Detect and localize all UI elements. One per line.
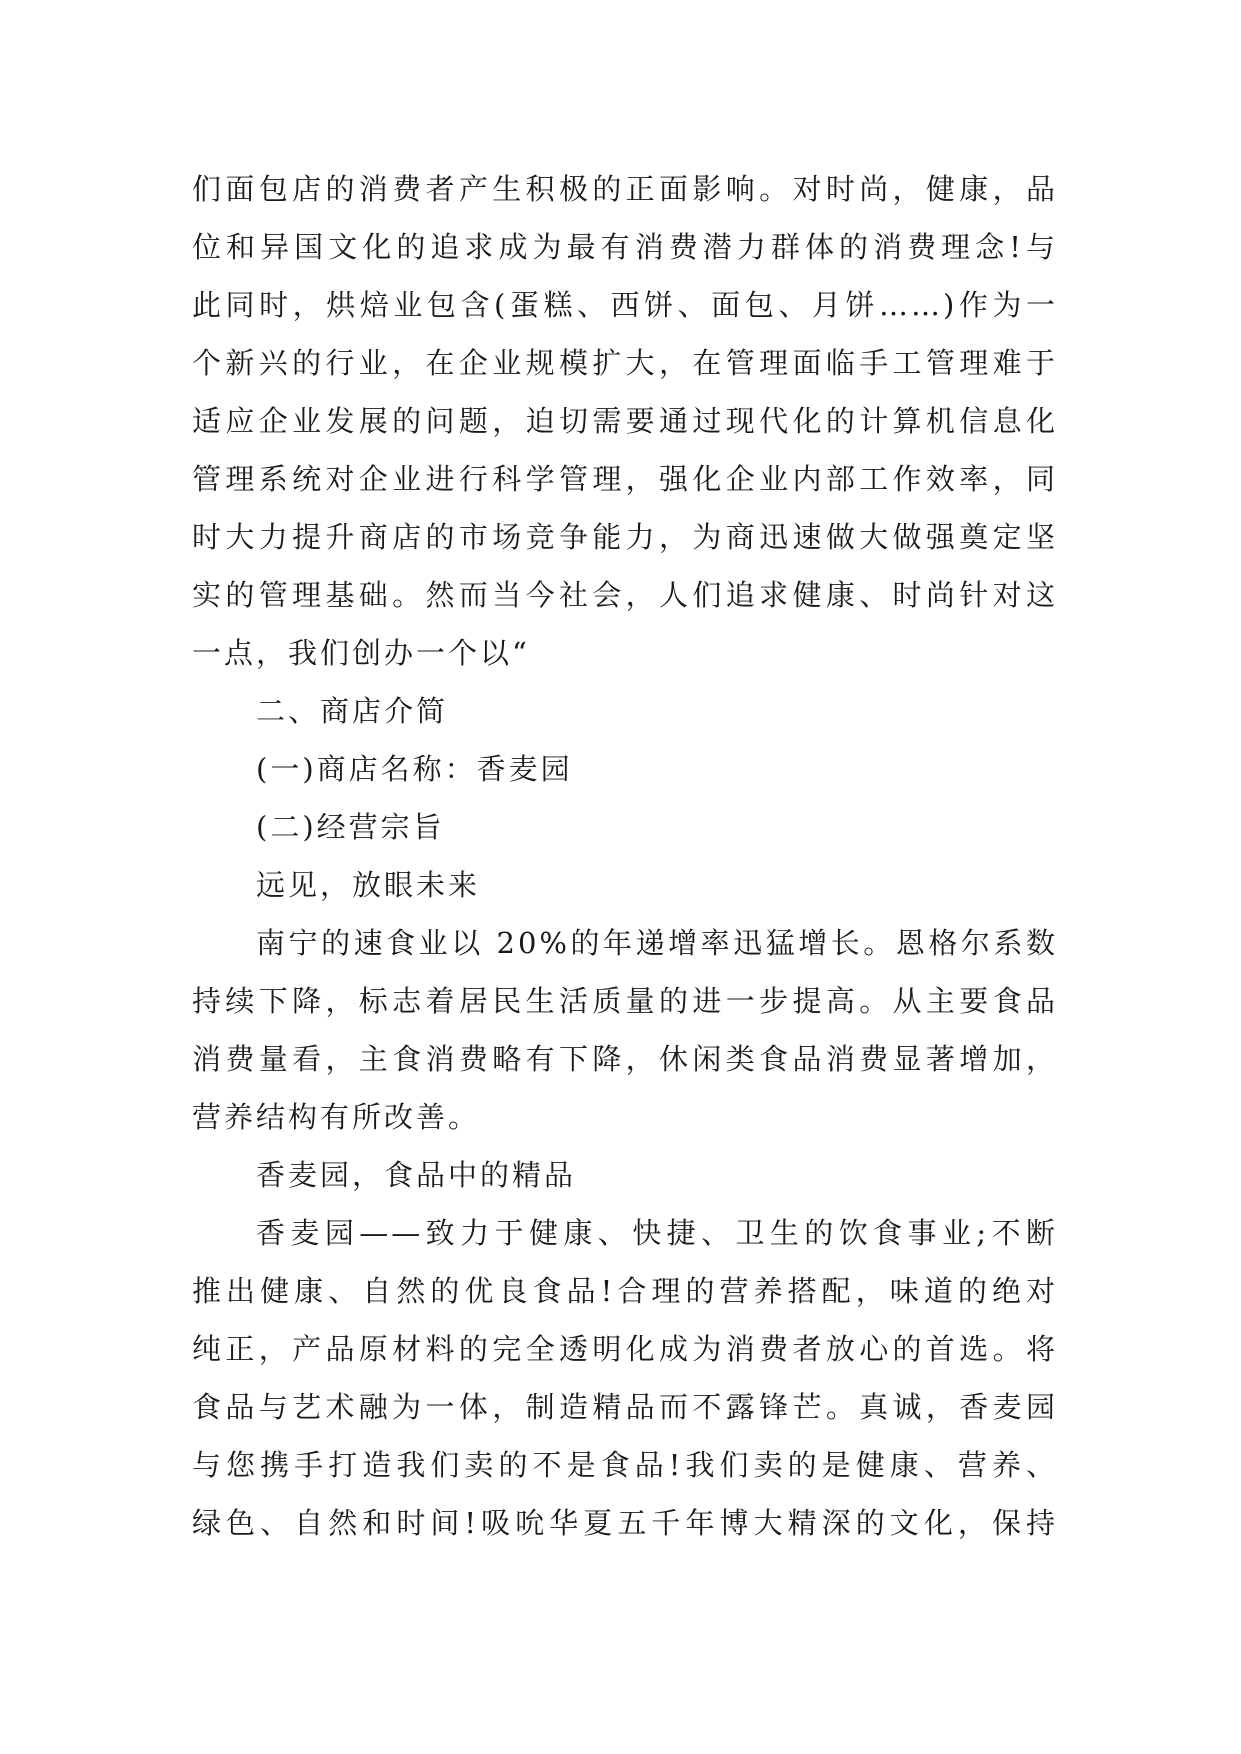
body-line: 个新兴的行业，在企业规模扩大，在管理面临手工管理难于 [192,346,1058,380]
body-line: 推出健康、自然的优良食品!合理的营养搭配，味道的绝对 [192,1274,1058,1308]
body-line: 持续下降，标志着居民生活质量的进一步提高。从主要食品 [192,984,1058,1018]
subsection-heading: (一)商店名称：香麦园 [256,752,573,786]
body-line: 食品与艺术融为一体，制造精品而不露锋芒。真诚，香麦园 [192,1390,1058,1424]
body-line: 一点，我们创办一个以“ [192,636,530,670]
body-line: 香麦园——致力于健康、快捷、卫生的饮食事业;不断 [256,1216,1058,1250]
section-heading: 二、商店介简 [256,694,449,728]
body-line: 与您携手打造我们卖的不是食品!我们卖的是健康、营养、 [192,1448,1058,1482]
motto-line: 香麦园，食品中的精品 [256,1158,577,1192]
body-line: 南宁的速食业以 20%的年递增率迅猛增长。恩格尔系数 [256,926,1058,960]
body-line: 适应企业发展的问题，迫切需要通过现代化的计算机信息化 [192,404,1058,438]
body-line: 纯正，产品原材料的完全透明化成为消费者放心的首选。将 [192,1332,1058,1366]
subsection-heading: (二)经营宗旨 [256,810,445,844]
body-line: 时大力提升商店的市场竞争能力，为商迅速做大做强奠定坚 [192,520,1058,554]
body-line: 位和异国文化的追求成为最有消费潜力群体的消费理念!与 [192,230,1058,264]
body-line: 此同时，烘焙业包含(蛋糕、西饼、面包、月饼……)作为一 [192,288,1058,322]
body-line: 营养结构有所改善。 [192,1100,481,1134]
body-line: 绿色、自然和时间!吸吮华夏五千年博大精深的文化，保持 [192,1506,1058,1540]
body-line: 们面包店的消费者产生积极的正面影响。对时尚，健康，品 [192,172,1058,206]
motto-line: 远见，放眼未来 [256,868,481,902]
body-line: 实的管理基础。然而当今社会，人们追求健康、时尚针对这 [192,578,1058,612]
body-line: 管理系统对企业进行科学管理，强化企业内部工作效率，同 [192,462,1058,496]
document-body [192,160,1058,1552]
body-line: 消费量看，主食消费略有下降，休闲类食品消费显著增加， [192,1042,1058,1076]
